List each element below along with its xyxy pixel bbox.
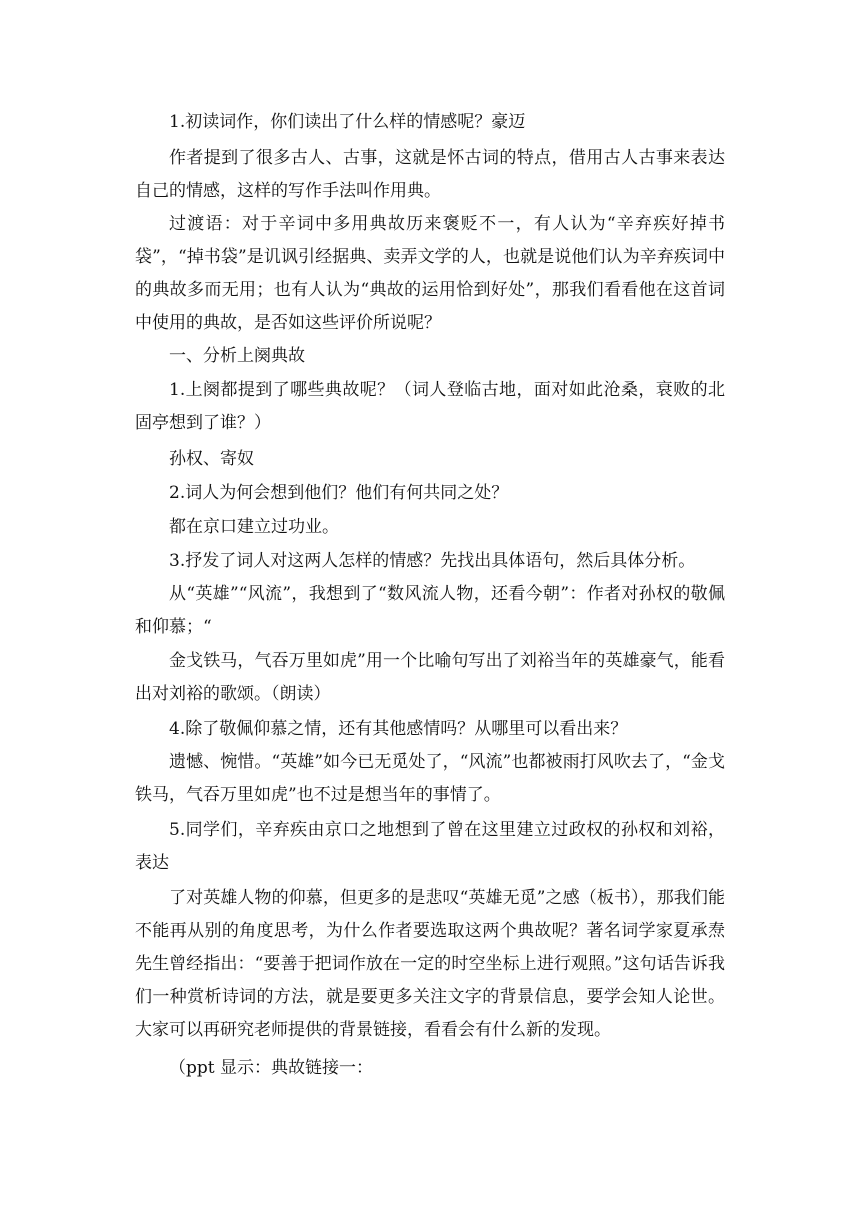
- paragraph-3: 过渡语：对于辛词中多用典故历来褒贬不一，有人认为“辛弃疾好掉书袋”，“掉书袋”是讥讽引经据典、卖弄文学的人，也就是说他们认为辛弃疾词中的典故多而无用；也有人认为“典故的运用恰到好处”，那我们看看他在这首词中使用的典故，是否如这些评价所说呢？: [135, 214, 725, 333]
- paragraph-7: 2.词人为何会想到他们？他们有何共同之处？: [169, 483, 509, 503]
- paragraph-9: 3.抒发了词人对这两人怎样的情感？先找出具体语句，然后具体分析。: [169, 551, 696, 571]
- paragraph-11: 金戈铁马，气吞万里如虎”用一个比喻句写出了刘裕当年的英雄豪气，能看出对刘裕的歌颂。（朗读）: [135, 651, 725, 704]
- paragraph-5: 1.上阕都提到了哪些典故呢？（词人登临古地，面对如此沧桑，衰败的北固亭想到了谁？）: [135, 380, 725, 433]
- section-heading: 一、分析上阕典故: [169, 346, 305, 366]
- paragraph-12: 4.除了敬佩仰慕之情，还有其他感情吗？从哪里可以看出来？: [169, 719, 628, 739]
- paragraph-8: 都在京口建立过功业。: [169, 517, 339, 537]
- paragraph-13: 遗憾、惋惜。“英雄”如今已无觅处了，“风流”也都被雨打风吹去了，“金戈铁马，气吞万里如虎”也不过是想当年的事情了。: [135, 752, 725, 805]
- paragraph-15: 了对英雄人物的仰慕，但更多的是悲叹“英雄无觅”之感（板书），那我们能不能再从别的角度思考，为什么作者要选取这两个典故呢？著名词学家夏承焘先生曾经指出：“要善于把词作放在一定的时空坐标上进行观照。”这句话告诉我们一种赏析诗词的方法，就是要更多关注文字的背景信息，要学会知人论世。大家可以再研究老师提供的背景链接，看看会有什么新的发现。: [135, 888, 725, 1040]
- paragraph-2: 作者提到了很多古人、古事，这就是怀古词的特点，借用古人古事来表达自己的情感，这样的写作手法叫作用典。: [135, 148, 725, 201]
- paragraph-6: 孙权、寄奴: [169, 449, 254, 469]
- paragraph-10: 从“英雄”“风流”，我想到了“数风流人物，还看今朝”：作者对孙权的敬佩和仰慕；“: [135, 584, 725, 637]
- paragraph-16: （ppt 显示：典故链接一：: [169, 1058, 373, 1078]
- paragraph-1: 1.初读词作，你们读出了什么样的情感呢？豪迈: [169, 112, 526, 132]
- paragraph-14: 5.同学们，辛弃疾由京口之地想到了曾在这里建立过政权的孙权和刘裕，表达: [135, 820, 725, 873]
